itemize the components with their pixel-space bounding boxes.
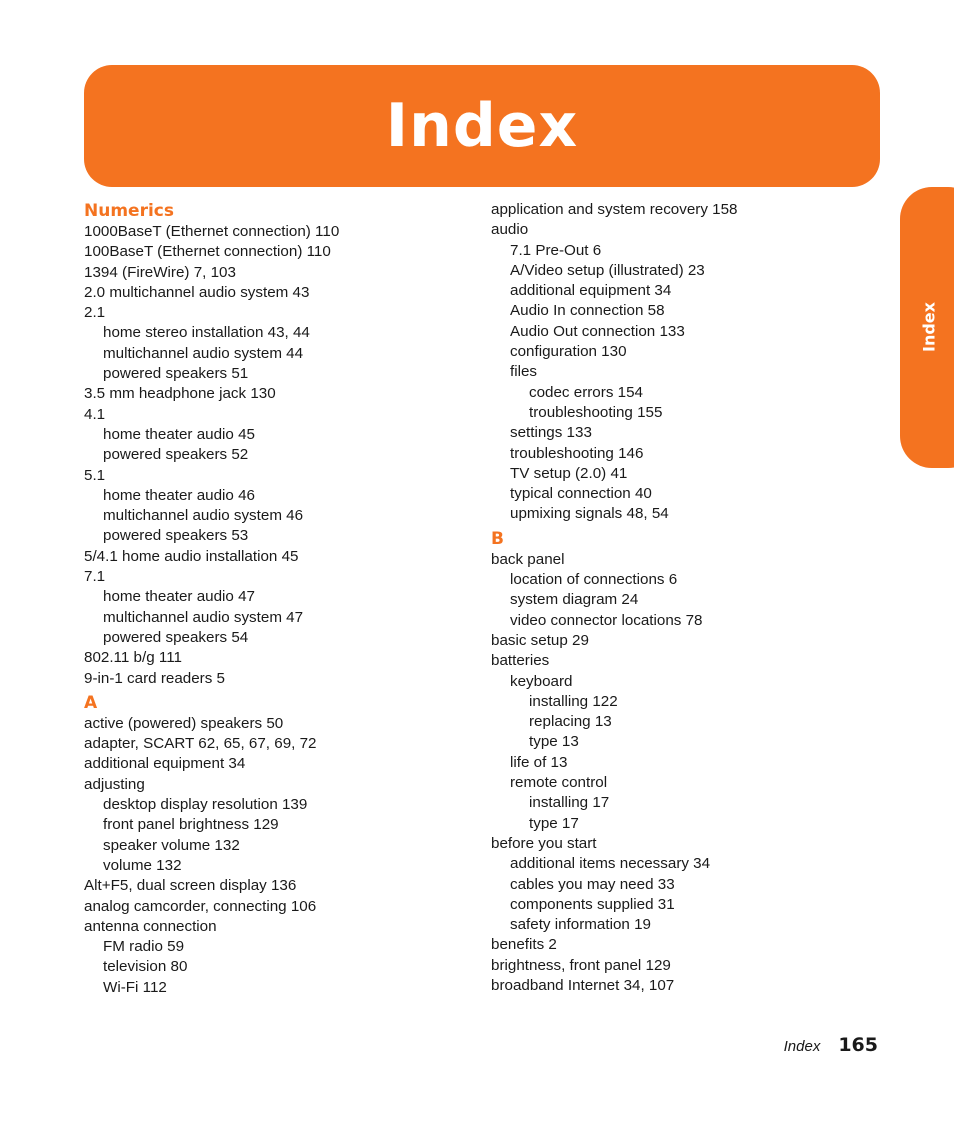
- page-title: Index: [385, 91, 579, 161]
- index-section-heading: Numerics: [84, 201, 174, 221]
- index-section-heading: B: [491, 528, 504, 549]
- index-entry: audio: [491, 221, 529, 239]
- index-entry: 9-in-1 card readers 5: [84, 669, 225, 687]
- index-subentry: video connector locations 78: [510, 611, 703, 629]
- index-subentry: television 80: [103, 958, 188, 976]
- index-subentry: location of connections 6: [510, 571, 678, 589]
- index-subentry: Wi-Fi 112: [103, 978, 167, 996]
- index-subentry: replacing 13: [529, 713, 612, 731]
- index-entry: 3.5 mm headphone jack 130: [84, 385, 276, 403]
- index-subentry: safety information 19: [510, 916, 651, 934]
- index-entry: benefits 2: [491, 936, 557, 954]
- index-subentry: installing 122: [529, 692, 618, 710]
- index-subentry: powered speakers 51: [103, 365, 249, 383]
- index-entry: analog camcorder, connecting 106: [84, 897, 317, 915]
- index-entry: Alt+F5, dual screen display 136: [84, 877, 297, 895]
- index-subentry: settings 133: [510, 424, 592, 442]
- index-entry: application and system recovery 158: [491, 201, 738, 218]
- side-tab: [900, 187, 954, 468]
- index-subentry: multichannel audio system 44: [103, 344, 304, 362]
- index-entry: back panel: [491, 550, 565, 568]
- index-entry: additional equipment 34: [84, 755, 246, 773]
- index-subentry: remote control: [510, 774, 608, 792]
- index-subentry: troubleshooting 146: [510, 444, 644, 462]
- index-entry: 5/4.1 home audio installation 45: [84, 547, 299, 565]
- index-subentry: powered speakers 53: [103, 527, 249, 545]
- index-entry: broadband Internet 34, 107: [491, 976, 675, 994]
- index-entry: active (powered) speakers 50: [84, 714, 284, 732]
- index-subentry: TV setup (2.0) 41: [510, 464, 628, 482]
- index-entry: brightness, front panel 129: [491, 956, 671, 974]
- index-subentry: Audio In connection 58: [510, 302, 665, 320]
- index-section-heading: A: [84, 692, 98, 713]
- index-column-left: [84, 200, 464, 998]
- index-subentry: multichannel audio system 46: [103, 507, 304, 525]
- index-subentry: FM radio 59: [103, 938, 185, 956]
- index-entry: 5.1: [84, 466, 106, 484]
- index-subentry: powered speakers 54: [103, 628, 249, 646]
- side-tab-label: Index: [919, 302, 939, 352]
- index-entry: 7.1: [84, 568, 106, 586]
- index-subentry: keyboard: [510, 672, 573, 690]
- index-entry: antenna connection: [84, 917, 217, 935]
- index-subentry: Audio Out connection 133: [510, 322, 685, 340]
- index-subentry: A/Video setup (illustrated) 23: [510, 261, 705, 279]
- index-subentry: home theater audio 47: [103, 588, 255, 606]
- index-subentry: type 17: [529, 814, 579, 832]
- page-number: 165: [838, 1034, 878, 1056]
- index-subentry: speaker volume 132: [103, 836, 240, 854]
- index-entry: adapter, SCART 62, 65, 67, 69, 72: [84, 735, 317, 753]
- index-entry: 4.1: [84, 405, 106, 423]
- index-subentry: system diagram 24: [510, 591, 639, 609]
- index-subentry: home theater audio 45: [103, 425, 255, 443]
- index-subentry: powered speakers 52: [103, 446, 249, 464]
- index-subentry: upmixing signals 48, 54: [510, 505, 669, 523]
- index-subentry: front panel brightness 129: [103, 816, 279, 834]
- index-subentry: additional equipment 34: [510, 282, 672, 300]
- index-subentry: files: [510, 363, 538, 381]
- index-subentry: life of 13: [510, 753, 568, 771]
- index-entry: 2.0 multichannel audio system 43: [84, 283, 310, 301]
- index-subentry: volume 132: [103, 856, 182, 874]
- index-subentry: desktop display resolution 139: [103, 796, 308, 814]
- title-banner: [84, 65, 880, 187]
- index-entry: 1394 (FireWire) 7, 103: [84, 263, 236, 281]
- index-entry: adjusting: [84, 775, 145, 793]
- index-subentry: troubleshooting 155: [529, 403, 663, 421]
- index-subentry: home stereo installation 43, 44: [103, 324, 310, 342]
- index-subentry: home theater audio 46: [103, 486, 255, 504]
- index-entry: 802.11 b/g 111: [84, 649, 182, 667]
- index-entry: batteries: [491, 652, 550, 670]
- index-subentry: configuration 130: [510, 343, 627, 361]
- index-entry: 1000BaseT (Ethernet connection) 110: [84, 223, 340, 240]
- index-subentry: cables you may need 33: [510, 875, 675, 893]
- index-subentry: type 13: [529, 733, 579, 751]
- footer-section-label: Index: [783, 1038, 821, 1055]
- index-subentry: additional items necessary 34: [510, 855, 711, 873]
- index-subentry: codec errors 154: [529, 383, 643, 401]
- index-entry: 2.1: [84, 304, 106, 322]
- index-subentry: components supplied 31: [510, 895, 675, 913]
- index-subentry: multichannel audio system 47: [103, 608, 304, 626]
- index-column-right: [491, 200, 891, 996]
- index-subentry: installing 17: [529, 794, 610, 812]
- page-footer: [784, 1034, 878, 1056]
- index-entry: 100BaseT (Ethernet connection) 110: [84, 243, 331, 261]
- index-subentry: 7.1 Pre-Out 6: [510, 241, 602, 259]
- index-entry: basic setup 29: [491, 631, 589, 649]
- index-entry: before you start: [491, 834, 597, 852]
- index-subentry: typical connection 40: [510, 485, 652, 503]
